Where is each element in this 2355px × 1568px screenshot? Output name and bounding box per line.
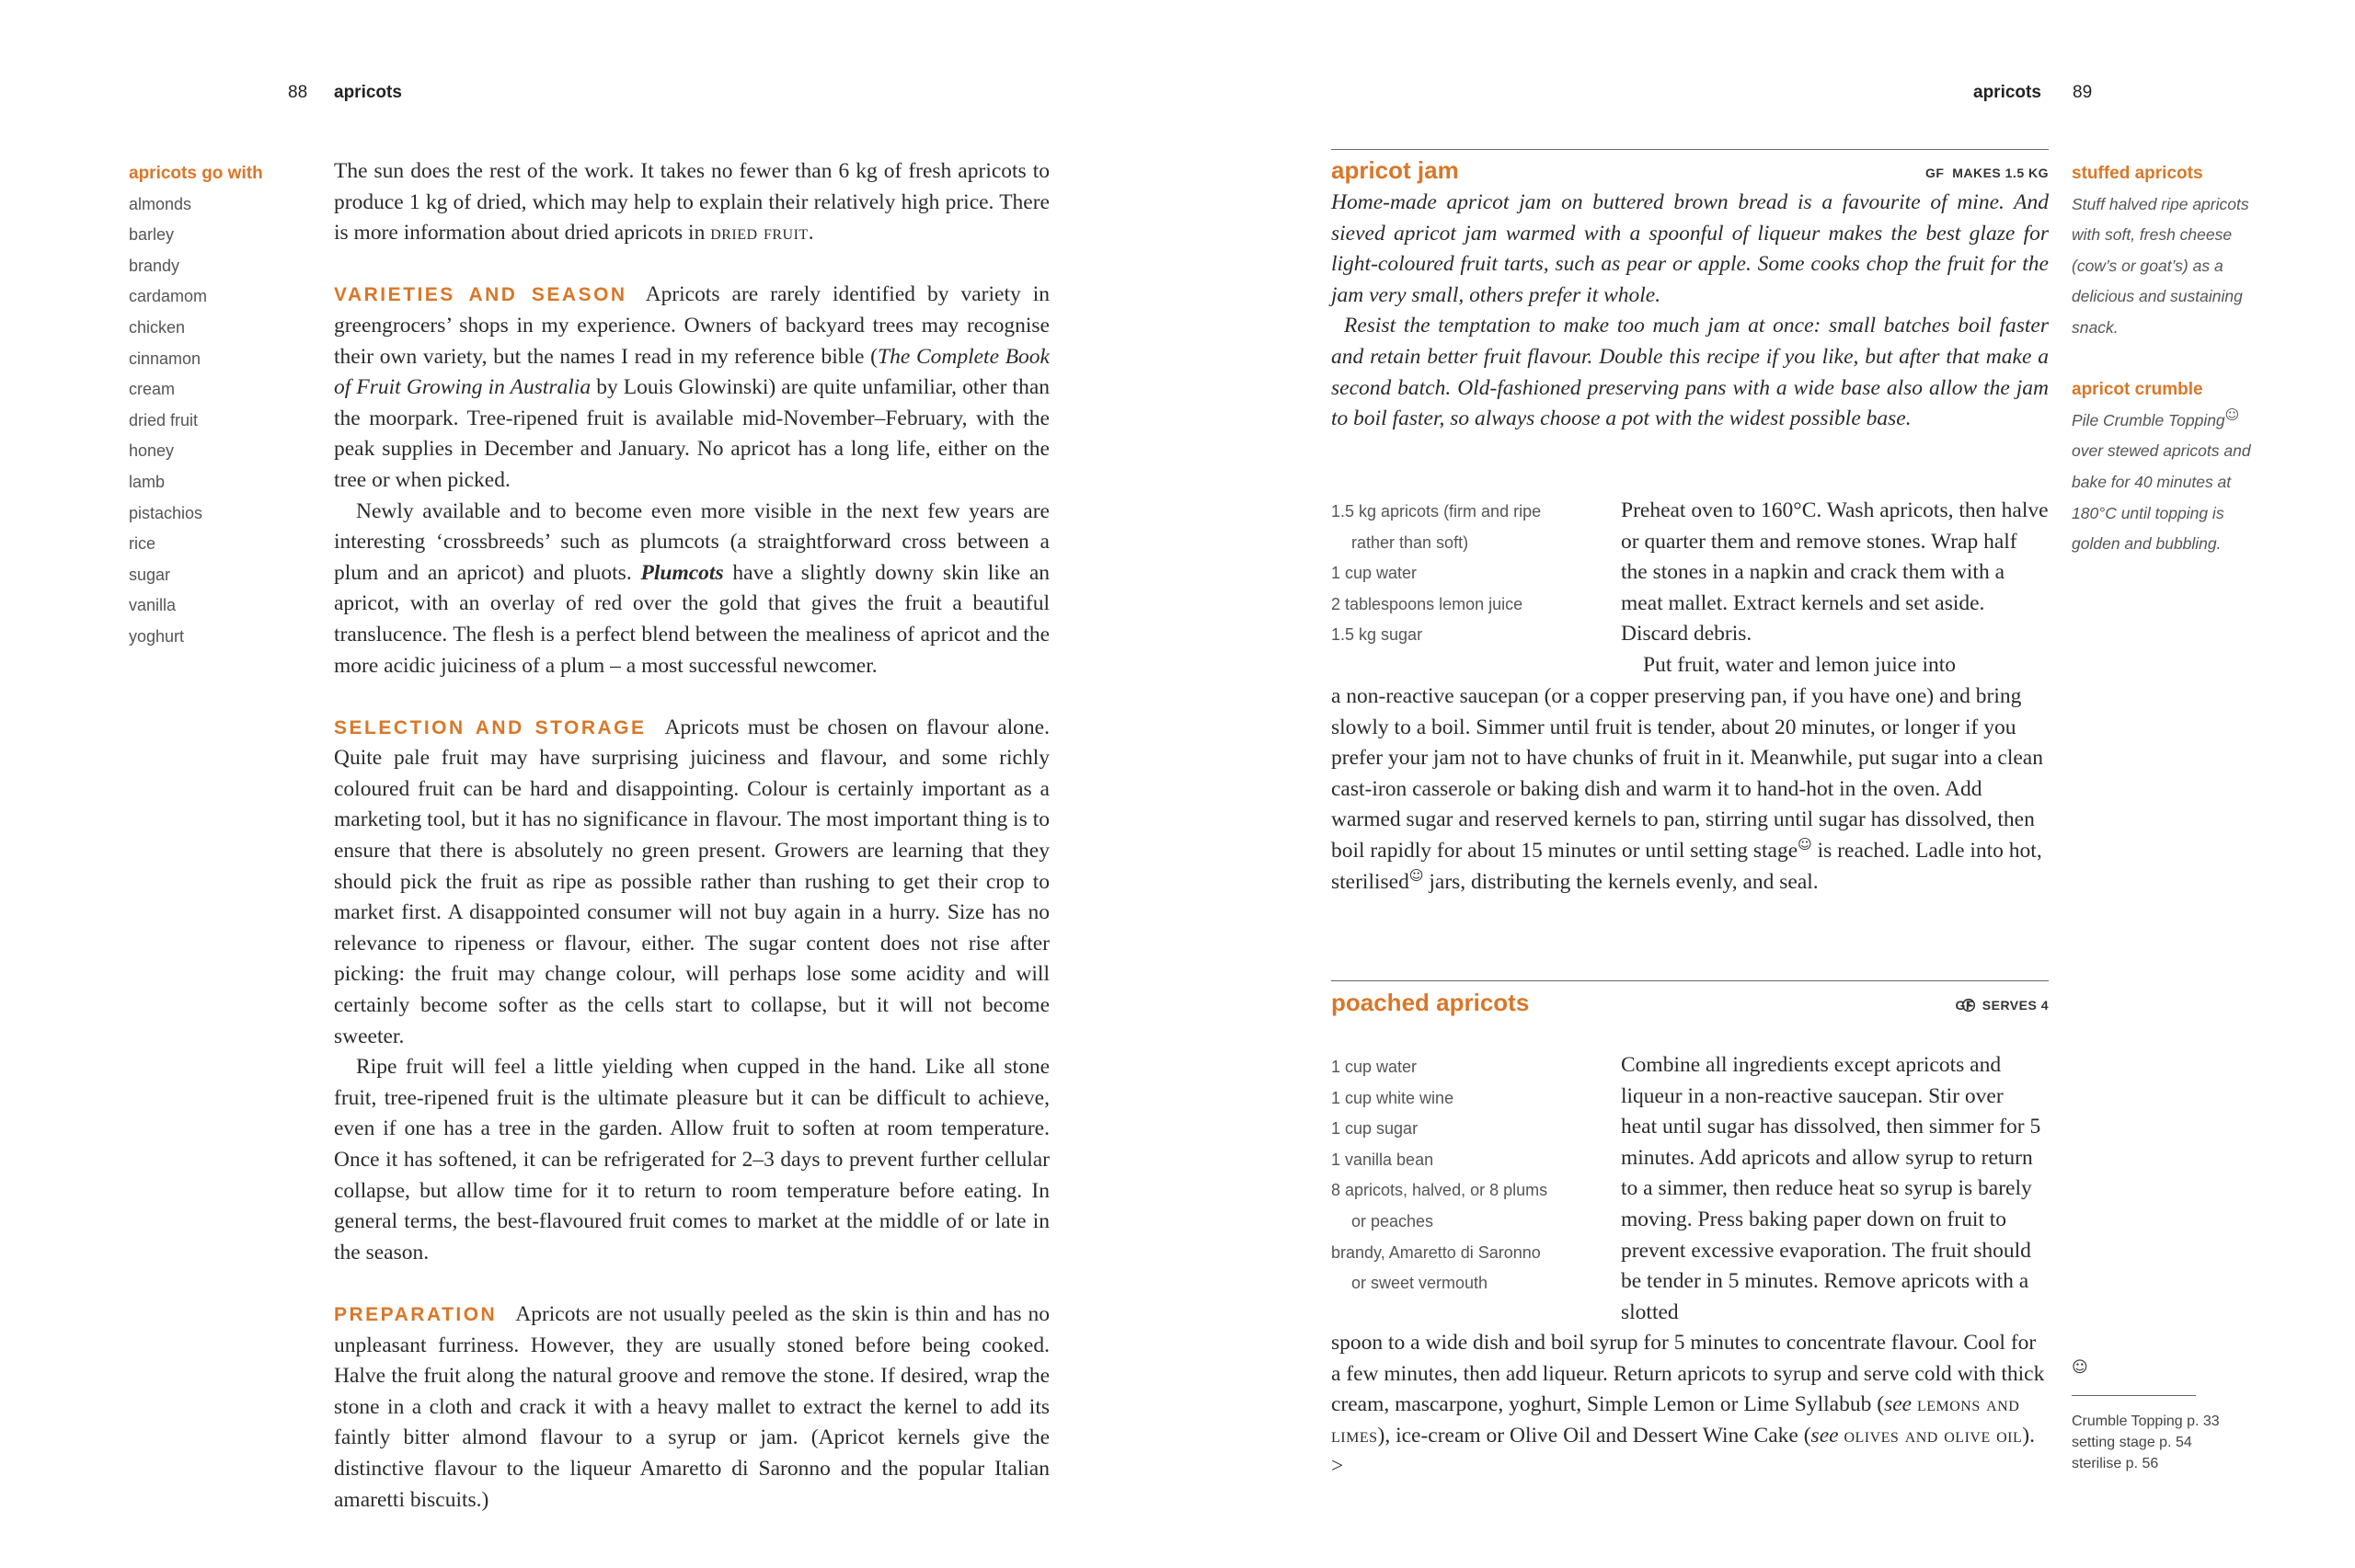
recipe-tags: GF SERVES 4 bbox=[1955, 998, 2049, 1013]
book-title: The Complete Book of Fruit Growing in Australia bbox=[334, 344, 1050, 400]
list-item: cream bbox=[129, 380, 176, 399]
jam-ingredients bbox=[1331, 497, 1607, 651]
cross-reference: lemons and limes bbox=[1331, 1392, 2020, 1448]
left-body-text bbox=[334, 156, 1050, 1516]
crossbreeds-paragraph: Newly available and to become even more visible in the next few years are interesting ‘crossbreeds’ such as plumcots (a straightforward cross between a plum and an apricot) and pluots. Plumcots have a slightly downy skin like an apricot, with an overlay of red over the gold that gives the fruit a beautiful translucence. The flesh is a perfect blend between the mealiness of apricot and the more acidic juiciness of a plum – a most successful newcomer. bbox=[334, 498, 1051, 678]
ingredient: 1.5 kg sugar bbox=[1331, 625, 1423, 645]
goes-with-list bbox=[129, 189, 313, 653]
sidebar-text-crumble: Pile Crumble Topping☺ over stewed apricots and bake for 40 minutes at 180°C until topping is golden and bubbling. bbox=[2072, 406, 2251, 554]
varieties-paragraph: VARIETIES AND SEASON Apricots are rarely identified by variety in greengrocers’ shops in my experience. Owners of backyard trees may recognise their own variety, but the names I read in my reference bible (The Complete Book of Fruit Growing in Australia by Louis Glowinski) are quite unfamiliar, other than the moorpark. Tree-ripened fruit is available mid-November–February, with the peak supplies in December and January. No apricot has a long life, either on the tree or when picked. bbox=[334, 282, 1050, 492]
jam-method-side: Preheat oven to 160°C. Wash apricots, then halve or quarter them and remove stones. Wrap half the stones in a napkin and crack them with a meat mallet. Extract kernels and set aside. Discard debris. Put fruit, water and lemon juice into bbox=[1621, 498, 2049, 677]
list-item: almonds bbox=[129, 194, 192, 213]
ingredient: 1.5 kg apricots (firm and ripe bbox=[1331, 502, 1542, 521]
recipe-title-apricot-jam: apricot jam bbox=[1331, 156, 1459, 184]
footnote-divider bbox=[2072, 1395, 2196, 1396]
list-item: cardamom bbox=[129, 287, 208, 306]
ingredient: 2 tablespoons lemon juice bbox=[1331, 594, 1523, 613]
goes-with-sidebar bbox=[129, 158, 313, 653]
left-page-number: 88 bbox=[288, 83, 308, 102]
list-item: honey bbox=[129, 441, 175, 461]
clock-icon bbox=[1961, 998, 1976, 1013]
poached-ingredients bbox=[1331, 1052, 1616, 1299]
ingredient: 1 vanilla bean bbox=[1331, 1150, 1434, 1169]
ingredient: 8 apricots, halved, or 8 plums bbox=[1331, 1181, 1548, 1200]
recipe-divider bbox=[1331, 149, 2049, 150]
list-item: yoghurt bbox=[129, 626, 185, 646]
list-item: chicken bbox=[129, 317, 186, 337]
right-sidebar bbox=[2072, 158, 2260, 560]
section-heading: PREPARATION bbox=[334, 1303, 498, 1325]
ingredient: or sweet vermouth bbox=[1351, 1274, 1488, 1293]
left-running-head: apricots bbox=[334, 83, 402, 102]
list-item: dried fruit bbox=[129, 410, 199, 429]
ingredient: or peaches bbox=[1351, 1211, 1434, 1230]
list-item: sugar bbox=[129, 565, 171, 584]
cross-reference-list bbox=[2072, 1411, 2265, 1474]
recipe-title-poached-apricots: poached apricots bbox=[1331, 989, 1530, 1016]
list-item: setting stage p. 54 bbox=[2072, 1435, 2192, 1450]
sidebar-text-stuffed: Stuff halved ripe apricots with soft, fresh cheese (cow’s or goat’s) as a delicious and sustaining snack. bbox=[2072, 194, 2249, 337]
list-item: lamb bbox=[129, 472, 166, 491]
jam-method-full: a non-reactive saucepan (or a copper preserving pan, if you have one) and bring slowly to a boil. Simmer until fruit is tender, about 20 minutes, or longer if you prefer your jam not to have chunks of fruit in it. Meanwhile, put sugar into a clean cast-iron casserole or baking dish and warm it to hand-hot in the oven. Add warmed sugar and reserved kernels to pan, stirring until sugar has dissolved, then boil rapidly for about 15 minutes or until setting stage☺ is reached. Ladle into hot, sterilised☺ jars, distributing the kernels evenly, and seal. bbox=[1331, 684, 2043, 894]
ingredient: 1 cup water bbox=[1331, 564, 1418, 583]
goes-with-title: apricots go with bbox=[129, 164, 263, 183]
recipe-divider bbox=[1331, 980, 2049, 981]
ingredient: 1 cup water bbox=[1331, 1058, 1418, 1076]
section-heading: SELECTION AND STORAGE bbox=[334, 716, 647, 738]
poached-method-full: spoon to a wide dish and boil syrup for 5 minutes to concentrate flavour. Cool for a few minutes, then add liqueur. Return apricots to syrup and serve cold with thick cream, mascarpone, yoghurt, Simple Lemon or Lime Syllabub (see lemons and limes), ice-cream or Olive Oil and Dessert Wine Cake (see olives and olive oil). > bbox=[1331, 1331, 2045, 1479]
recipe-tags: GF MAKES 1.5 KG bbox=[1924, 166, 2049, 180]
list-item: cinnamon bbox=[129, 349, 201, 368]
jam-intro: Home-made apricot jam on buttered brown bread is a favourite of mine. And sieved apricot jam warmed with a spoonful of liqueur makes the best glaze for light-coloured fruit tarts, such as pear or apple. Some cooks chop the fruit for the jam very small, others prefer it whole. Resist the temptation to make too much jam at once: small batches boil faster and retain better fruit flavour. Double this recipe if you like, but after that make a second batch. Old-fashioned preserving pans with a wide base also allow the jam to boil faster, so always choose a pot with the widest possible base. bbox=[1331, 190, 2049, 431]
list-item: vanilla bbox=[129, 596, 177, 615]
cross-reference: dried fruit bbox=[710, 221, 809, 246]
list-item: barley bbox=[129, 225, 175, 245]
plumcots-term: Plumcots bbox=[640, 560, 724, 585]
list-item: Crumble Topping p. 33 bbox=[2072, 1413, 2220, 1429]
ingredient: 1 cup white wine bbox=[1331, 1088, 1454, 1107]
ripe-fruit-paragraph: Ripe fruit will feel a little yielding when cupped in the hand. Like all stone fruit, tree-ripened fruit is the ultimate pleasure but it can be difficult to achieve, even if one has a tree in the garden. Allow fruit to soften at room temperature. Once it has softened, it can be refrigerated for 2–3 days to prevent further cellular collapse, but allow time for it to return to room temperature before eating. In general terms, the best-flavoured fruit comes to market at the middle of or late in the season. bbox=[334, 1055, 1050, 1265]
sidebar-title-crumble: apricot crumble bbox=[2072, 380, 2203, 400]
list-item: brandy bbox=[129, 256, 180, 275]
ingredient: rather than soft) bbox=[1351, 532, 1469, 552]
cross-reference: olives and olive oil bbox=[1844, 1423, 2023, 1448]
list-item: pistachios bbox=[129, 503, 203, 522]
preparation-paragraph: PREPARATION Apricots are not usually peeled as the skin is thin and has no unpleasant furriness. However, they are usually stoned before being cooked. Halve the fruit along the natural groove and remove the stone. If desired, wrap the stone in a cloth and crack it with a heavy mallet to extract the kernel to add its faintly bitter almond flavour to a syrup or jam. (Apricot kernels give the distinctive flavour to the liqueur Amaretto di Saronno and the popular Italian amaretti biscuits.) bbox=[334, 1301, 1050, 1512]
recipe-symbol-icon: ☺ bbox=[2072, 1358, 2088, 1377]
section-heading: VARIETIES AND SEASON bbox=[334, 284, 627, 306]
ingredient: 1 cup sugar bbox=[1331, 1119, 1419, 1139]
ingredient: brandy, Amaretto di Saronno bbox=[1331, 1242, 1541, 1262]
list-item: rice bbox=[129, 534, 156, 554]
list-item: sterilise p. 56 bbox=[2072, 1456, 2159, 1471]
intro-paragraph: The sun does the rest of the work. It takes no fewer than 6 kg of fresh apricots to produce 1 kg of dried, which may help to explain their relatively high price. There is more information about dried apricots in dried fruit. bbox=[334, 159, 1050, 246]
right-page-number: 89 bbox=[2073, 83, 2093, 102]
sidebar-title-stuffed: stuffed apricots bbox=[2072, 164, 2203, 183]
selection-paragraph: SELECTION AND STORAGE Apricots must be chosen on flavour alone. Quite pale fruit may have surprising juiciness and flavour, and some richly coloured fruit can be hard and disappointing. Colour is certainly important as a marketing tool, but it has no significance in flavour. The most important thing is to ensure that there is absolutely no green present. Growers are learning that they should pick the fruit as ripe as possible rather than rushing to get their crop to market first. A disappointed consumer will not buy again in a hurry. Size has no relevance to ripeness or flavour, either. The sugar content does not rise after picking: the fruit may change colour, will perhaps lose some acidity and will certainly become softer as the cells start to collapse, but it will not become sweeter. bbox=[334, 715, 1050, 1048]
poached-method-side: Combine all ingredients except apricots and liqueur in a non-reactive saucepan. Stir over heat until sugar has dissolved, then simmer for 5 minutes. Add apricots and allow syrup to return to a simmer, then reduce heat so syrup is barely moving. Press baking paper down on fruit to prevent excessive evaporation. The fruit should be tender in 5 minutes. Remove apricots with a slotted bbox=[1621, 1053, 2041, 1324]
right-running-head: apricots bbox=[1973, 83, 2041, 102]
